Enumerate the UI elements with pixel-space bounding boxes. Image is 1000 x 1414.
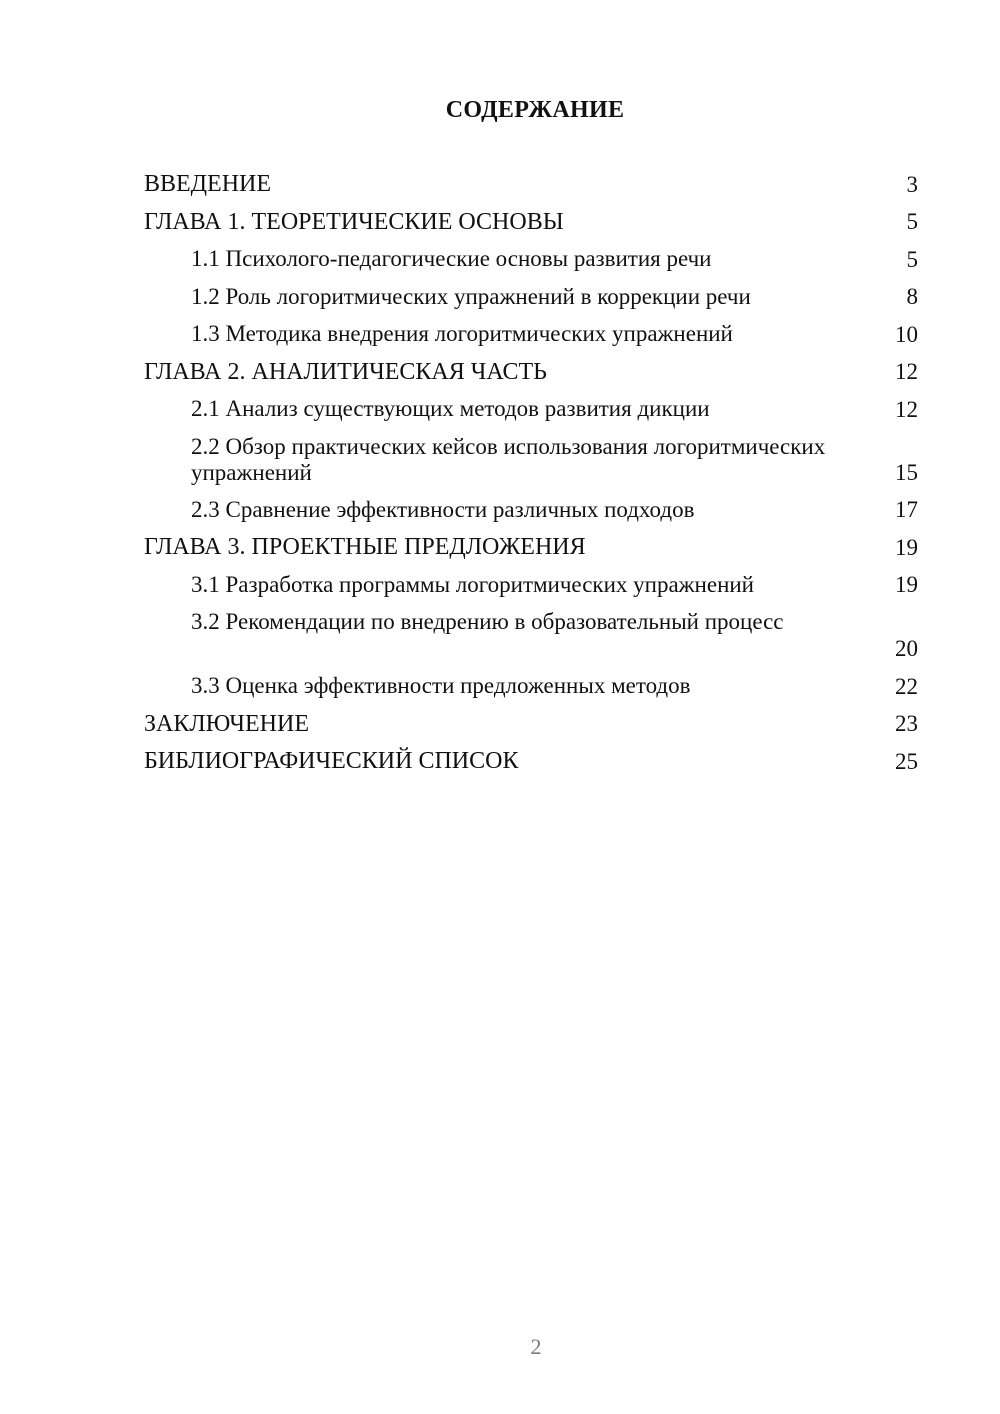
toc-entry-title: БИБЛИОГРАФИЧЕСКИЙ СПИСОК	[144, 748, 519, 774]
toc-entry-chapter-2[interactable]	[144, 356, 920, 394]
toc-entry-page: 8	[906, 284, 918, 309]
toc-entry-section-2-2[interactable]	[144, 431, 920, 494]
toc-entry-section-2-3[interactable]	[144, 494, 920, 532]
toc-entry-title: 1.1 Психолого-педагогические основы развития речи	[191, 246, 712, 271]
table-of-contents	[144, 168, 920, 783]
toc-entry-title: ГЛАВА 3. ПРОЕКТНЫЕ ПРЕДЛОЖЕНИЯ	[144, 534, 586, 560]
toc-entry-introduction[interactable]	[144, 168, 920, 206]
toc-entry-title: ГЛАВА 1. ТЕОРЕТИЧЕСКИЕ ОСНОВЫ	[144, 208, 564, 235]
toc-entry-page: 20	[895, 636, 918, 661]
toc-entry-section-2-1[interactable]	[144, 393, 920, 431]
toc-entry-chapter-1[interactable]	[144, 206, 920, 244]
toc-entry-bibliography[interactable]	[144, 745, 920, 783]
toc-entry-page: 17	[895, 497, 918, 522]
toc-entry-conclusion[interactable]	[144, 708, 920, 746]
toc-entry-title: 2.3 Сравнение эффективности различных подходов	[191, 496, 695, 522]
toc-entry-title: 1.3 Методика внедрения логоритмических упражнений	[191, 321, 733, 346]
toc-entry-page: 12	[895, 359, 918, 384]
toc-entry-section-1-1[interactable]	[144, 243, 920, 281]
toc-entry-section-3-2[interactable]	[144, 606, 920, 670]
toc-entry-page: 19	[895, 572, 918, 597]
page-title: СОДЕРЖАНИЕ	[445, 97, 625, 123]
toc-entry-page: 12	[895, 396, 918, 422]
toc-entry-title: 2.1 Анализ существующих методов развития дикции	[191, 396, 710, 421]
toc-entry-page: 15	[895, 459, 918, 485]
toc-entry-page: 5	[906, 246, 918, 272]
toc-entry-page: 23	[895, 711, 918, 736]
page-number: 2	[530, 1334, 542, 1359]
toc-entry-page: 25	[895, 748, 918, 774]
toc-entry-title: 1.2 Роль логоритмических упражнений в коррекции речи	[191, 283, 751, 309]
toc-entry-title: 3.2 Рекомендации по внедрению в образовательный процесс	[191, 609, 784, 634]
toc-entry-page: 22	[895, 673, 918, 699]
toc-entry-title: 3.1 Разработка программы логоритмических упражнений	[191, 571, 754, 597]
toc-entry-page: 19	[895, 534, 918, 560]
toc-entry-title: 2.2 Обзор практических кейсов использования логоритмических упражнений	[191, 433, 826, 485]
toc-entry-title: 3.3 Оценка эффективности предложенных методов	[191, 673, 691, 698]
toc-entry-chapter-3[interactable]	[144, 531, 920, 569]
toc-entry-section-3-3[interactable]	[144, 670, 920, 708]
toc-entry-section-1-3[interactable]	[144, 318, 920, 356]
toc-entry-page: 3	[906, 171, 918, 197]
toc-entry-title: ГЛАВА 2. АНАЛИТИЧЕСКАЯ ЧАСТЬ	[144, 358, 547, 385]
toc-entry-title: ЗАКЛЮЧЕНИЕ	[144, 710, 309, 737]
toc-entry-page: 10	[895, 321, 918, 347]
toc-entry-title: ВВЕДЕНИЕ	[144, 171, 272, 197]
toc-entry-section-3-1[interactable]	[144, 569, 920, 607]
toc-entry-section-1-2[interactable]	[144, 281, 920, 319]
toc-entry-page: 5	[906, 209, 918, 234]
